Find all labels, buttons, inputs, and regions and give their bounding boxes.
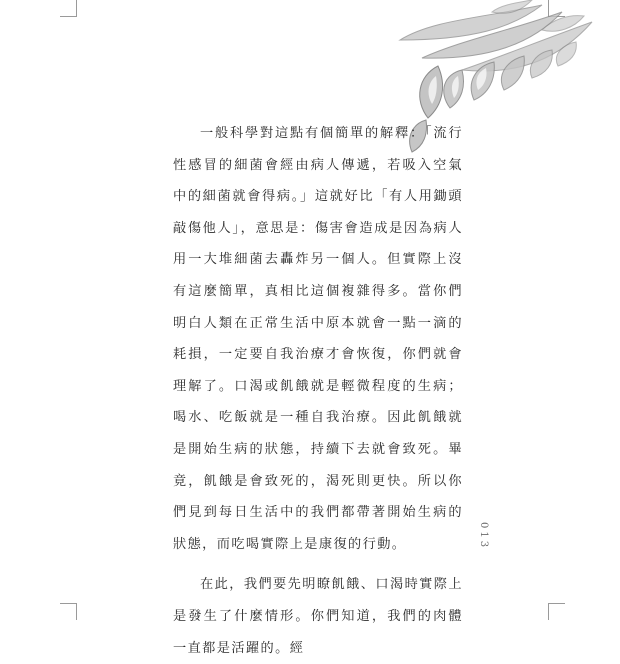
- crop-mark-top-left-horizontal: [60, 16, 77, 17]
- crop-mark-bottom-right-horizontal: [548, 603, 565, 604]
- crop-mark-top-left-vertical: [76, 0, 77, 17]
- crop-mark-bottom-right-vertical: [548, 603, 549, 620]
- crop-mark-bottom-left-horizontal: [60, 603, 77, 604]
- body-text: [173, 118, 463, 664]
- page-number: 013: [478, 522, 489, 551]
- crop-mark-bottom-left-vertical: [76, 603, 77, 620]
- paragraph-2: 在此，我們要先明瞭飢餓、口渴時實際上是發生了什麼情形。你們知道，我們的肉體一直都是活躍的。經: [173, 577, 463, 656]
- paragraph-1: 一般科學對這點有個簡單的解釋：「流行性感冒的細菌會經由病人傳遞，若吸入空氣中的細菌就會得病。」這就好比「有人用鋤頭敲傷他人」，意思是：傷害會造成是因為病人用一大堆細菌去轟炸另一個人。但實際上沒有這麼簡單，真相比這個複雜得多。當你們明白人類在正常生活中原本就會一點一滴的耗損，一定要自我治療才會恢復，你們就會理解了。口渴或飢餓就是輕微程度的生病；喝水、吃飯就是一種自我治療。因此飢餓就是開始生病的狀態，持續下去就會致死。畢竟，飢餓是會致死的，渴死則更快。所以你們見到每日生活中的我們都帶著開始生病的狀態，而吃喝實際上是康復的行動。: [173, 126, 463, 552]
